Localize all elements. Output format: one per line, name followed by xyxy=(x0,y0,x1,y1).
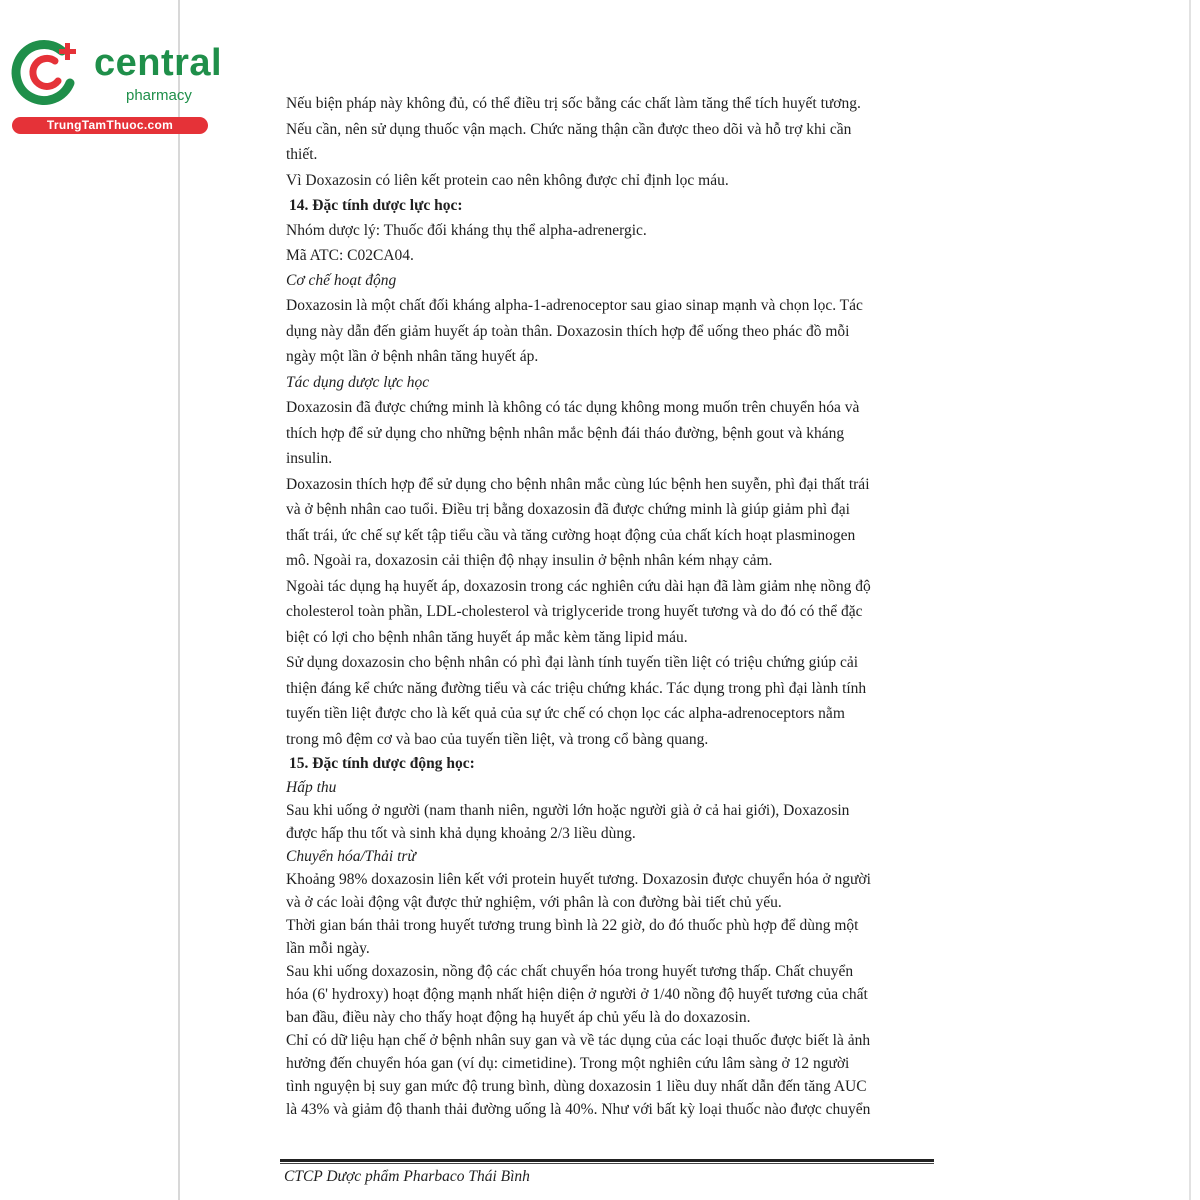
footer-company-name: CTCP Dược phẩm Pharbaco Thái Bình xyxy=(284,1168,530,1185)
text-line: Doxazosin đã được chứng minh là không có tác dụng không mong muốn trên chuyển hóa và xyxy=(286,399,860,416)
text-line: thiện đáng kể chức năng đường tiểu và các triệu chứng khác. Tác dụng trong phì đại lành tính xyxy=(286,679,867,697)
metabolism-paragraph-3 xyxy=(286,960,946,1029)
text-line: và ở các loài động vật được thử nghiệm, với phân là con đường bài tiết chủ yếu. xyxy=(286,894,782,911)
text-line: trong mô đệm cơ và bao của tuyến tiền liệt, và trong cổ bàng quang. xyxy=(286,730,709,748)
text-line: Nếu biện pháp này không đủ, có thể điều trị sốc bằng các chất làm tăng thể tích huyết tương. xyxy=(286,95,861,112)
logo-url-badge[interactable]: TrungTamThuoc.com xyxy=(12,117,208,134)
text-line: là 43% và giảm độ thanh thải đường uống là 40%. Như với bất kỳ loại thuốc nào được chuyển xyxy=(286,1101,871,1118)
section-14-heading: 14. Đặc tính dược lực học: xyxy=(289,197,463,214)
text-line: và ở bệnh nhân cao tuổi. Điều trị bằng doxazosin đã được chứng minh là giúp giảm phì đại xyxy=(286,501,850,518)
central-pharmacy-logo[interactable] xyxy=(10,37,223,137)
text-line: Khoảng 98% doxazosin liên kết với protein huyết tương. Doxazosin được chuyển hóa ở người xyxy=(286,871,871,888)
text-line: thất trái, ức chế sự kết tập tiểu cầu và tăng cường hoạt động của chất kích hoạt plasminogen xyxy=(286,526,856,544)
mechanism-subheading: Cơ chế hoạt động xyxy=(286,272,397,289)
pharmacy-cross-icon xyxy=(10,37,82,109)
overdose-paragraph xyxy=(286,91,946,168)
metabolism-subheading: Chuyển hóa/Thải trừ xyxy=(286,848,416,865)
text-line: ban đầu, điều này cho thấy hoạt động hạ huyết áp chủ yếu là do doxazosin. xyxy=(286,1009,751,1026)
pharmacodynamics-paragraph-1 xyxy=(286,395,946,472)
section-15-heading: 15. Đặc tính dược động học: xyxy=(289,755,475,772)
dialysis-paragraph xyxy=(286,168,946,194)
text-line: Sau khi uống doxazosin, nồng độ các chất chuyển hóa trong huyết tương thấp. Chất chuyển xyxy=(286,963,854,980)
metabolism-paragraph-1 xyxy=(286,868,946,914)
text-line: tuyến tiền liệt được cho là kết quả của sự ức chế có chọn lọc các alpha-adrenoceptors nằm xyxy=(286,705,845,722)
text-line: Chỉ có dữ liệu hạn chế ở bệnh nhân suy gan và về tác dụng của các loại thuốc được biết là ảnh xyxy=(286,1032,871,1049)
text-line: Doxazosin thích hợp để sử dụng cho bệnh nhân mắc cùng lúc bệnh hen suyễn, phì đại thất trái xyxy=(286,475,870,493)
page-right-edge xyxy=(1189,0,1191,1200)
text-line: được hấp thu tốt và sinh khả dụng khoảng 2/3 liều dùng. xyxy=(286,825,636,842)
absorption-subheading: Hấp thu xyxy=(286,779,337,796)
atc-code: Mã ATC: C02CA04. xyxy=(286,247,414,264)
metabolism-paragraph-4 xyxy=(286,1029,946,1121)
text-line: Sau khi uống ở người (nam thanh niên, người lớn hoặc người già ở cả hai giới), Doxazosin xyxy=(286,802,850,819)
mechanism-paragraph xyxy=(286,293,946,370)
text-line: ngày một lần ở bệnh nhân tăng huyết áp. xyxy=(286,348,539,365)
pharmacological-group: Nhóm dược lý: Thuốc đối kháng thụ thể alpha-adrenergic. xyxy=(286,222,647,239)
footer-divider xyxy=(280,1159,934,1162)
text-line: tình nguyện bị suy gan mức độ trung bình, dùng doxazosin 1 liều duy nhất dẫn đến tăng AUC xyxy=(286,1078,867,1095)
logo-wordmark: central xyxy=(94,42,223,84)
text-line: dụng này dẫn đến giảm huyết áp toàn thân. Doxazosin thích hợp để uống theo phác đồ mỗi xyxy=(286,322,850,340)
logo-subtitle: pharmacy xyxy=(126,87,192,104)
text-line: cholesterol toàn phần, LDL-cholesterol và triglyceride trong huyết tương và do đó có thể đặc xyxy=(286,603,863,620)
text-line: mô. Ngoài ra, doxazosin cải thiện độ nhạy insulin ở bệnh nhân kém nhạy cảm. xyxy=(286,552,773,569)
text-line: Nếu cần, nên sử dụng thuốc vận mạch. Chức năng thận cần được theo dõi và hỗ trợ khi cần xyxy=(286,120,852,138)
pharmacodynamics-paragraph-3 xyxy=(286,574,946,651)
text-line: Sử dụng doxazosin cho bệnh nhân có phì đại lành tính tuyến tiền liệt có triệu chứng giúp cải xyxy=(286,654,859,671)
text-line: Thời gian bán thải trong huyết tương trung bình là 22 giờ, do đó thuốc phù hợp để dùng một xyxy=(286,917,859,934)
pharmacodynamics-paragraph-2 xyxy=(286,472,946,574)
metabolism-paragraph-2 xyxy=(286,914,946,960)
text-line: thiết. xyxy=(286,146,318,163)
text-line: hưởng đến chuyển hóa gan (ví dụ: cimetidine). Trong một nghiên cứu lâm sàng ở 12 người xyxy=(286,1055,850,1072)
absorption-paragraph xyxy=(286,799,946,845)
text-line: insulin. xyxy=(286,450,333,467)
page-left-edge xyxy=(178,0,180,1200)
document-body xyxy=(286,91,946,1121)
text-line: lần mỗi ngày. xyxy=(286,940,370,957)
footer-divider-thin xyxy=(280,1163,934,1164)
pharmacodynamics-subheading: Tác dụng dược lực học xyxy=(286,373,430,391)
text-line: hóa (6' hydroxy) hoạt động mạnh nhất hiện diện ở người ở 1/40 nồng độ huyết tương của chất xyxy=(286,986,868,1003)
pharmacodynamics-paragraph-4 xyxy=(286,650,946,752)
text-line: Vì Doxazosin có liên kết protein cao nên không được chỉ định lọc máu. xyxy=(286,171,729,189)
text-line: Doxazosin là một chất đối kháng alpha-1-adrenoceptor sau giao sinap mạnh và chọn lọc. Tác xyxy=(286,297,863,314)
text-line: Ngoài tác dụng hạ huyết áp, doxazosin trong các nghiên cứu dài hạn đã làm giảm nhẹ nồng độ xyxy=(286,577,871,595)
text-line: thích hợp để sử dụng cho những bệnh nhân mắc bệnh đái tháo đường, bệnh gout và kháng xyxy=(286,424,845,442)
text-line: biệt có lợi cho bệnh nhân tăng huyết áp mắc kèm tăng lipid máu. xyxy=(286,628,688,646)
